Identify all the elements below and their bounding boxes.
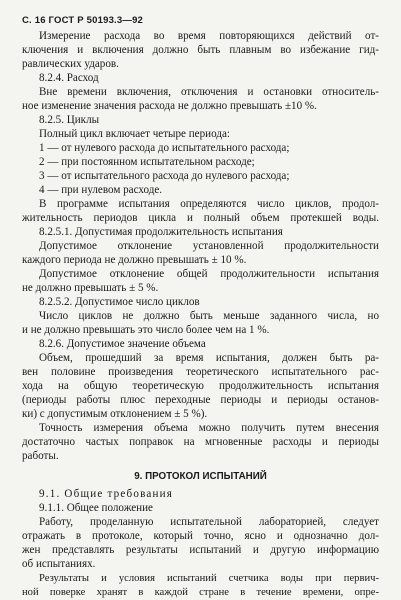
section-number: 8.2.6. Допустимое значение объема bbox=[39, 338, 206, 350]
text-line: Допустимое отклонение общей продолжительности испытания bbox=[39, 268, 379, 280]
text-line: хода на общую теоретическую продолжительность испытания bbox=[22, 380, 379, 392]
text-line: Вне времени включения, отключения и остановки относитель- bbox=[39, 86, 379, 98]
text-line: достаточно частых поправок на мгновенные расходы и периоды bbox=[22, 436, 379, 448]
subsection-heading: 9.1.1. Общее положение bbox=[39, 502, 153, 514]
text-line: жительность периодов цикла и полный объем протекшей воды. bbox=[22, 212, 379, 224]
text-line: В программе испытания определяются число циклов, продол- bbox=[39, 198, 379, 210]
section-number: 8.2.5.2. Допустимое число циклов bbox=[39, 296, 200, 308]
list-item: 2 — при постоянном испытательном расходе; bbox=[39, 156, 255, 168]
text-line: Точность измерения объема можно получить путем внесения bbox=[39, 422, 379, 434]
section-heading: 9. ПРОТОКОЛ ИСПЫТАНИЙ bbox=[134, 471, 267, 482]
section-number: 8.2.5.1. Допустимая продолжительность испытания bbox=[39, 226, 283, 238]
text-line: каждого периода не должно превышать ± 10 %. bbox=[22, 254, 247, 266]
list-item: 1 — от нулевого расхода до испытательного расхода; bbox=[39, 142, 290, 154]
list-item: 4 — при нулевом расходе. bbox=[39, 184, 163, 196]
text-line: равлических ударов. bbox=[22, 58, 119, 70]
text-line: жен представлять результаты испытаний и другую информацию bbox=[22, 544, 379, 556]
section-number: 8.2.4. Расход bbox=[39, 72, 99, 84]
text-line: Измерение расхода во время повторяющихся действий от- bbox=[39, 30, 379, 42]
text-line: работы. bbox=[22, 450, 59, 462]
text-line: Полный цикл включает четыре периода: bbox=[39, 128, 230, 140]
text-line: вен половине произведения теоретического испытательного рас- bbox=[22, 366, 379, 378]
text-line: Число циклов не должно быть меньше заданного числа, но bbox=[39, 310, 379, 322]
text-line: Допустимое отклонение установленной продолжительности bbox=[39, 240, 379, 252]
text-line: об испытаниях. bbox=[22, 558, 96, 570]
list-item: 3 — от испытательного расхода до нулевого расхода; bbox=[39, 170, 290, 182]
text-line: ной поверке хранят в каждой стране в течение времени, опре- bbox=[22, 587, 379, 598]
text-line: ки) с допустимым отклонением ± 5 %). bbox=[22, 408, 208, 420]
text-line: отражать в протоколе, который точно, ясно и однозначно дол- bbox=[22, 530, 379, 542]
subsection-heading: 9.1. Общие требования bbox=[39, 488, 174, 500]
text-line: Работу, проделанную испытательной лабораторией, следует bbox=[39, 516, 379, 528]
text-line: Результаты и условия испытаний счетчика воды при первич- bbox=[39, 573, 379, 584]
text-line: Объем, прошедший за время испытания, должен быть ра- bbox=[39, 352, 379, 364]
text-line: не должно превышать ± 5 %. bbox=[22, 282, 159, 294]
text-line: и не должно превышать это число более чем на 1 %. bbox=[22, 324, 270, 336]
section-number: 8.2.5. Циклы bbox=[39, 114, 100, 126]
text-line: ное изменение значения расхода не должно превышать ±10 %. bbox=[22, 100, 317, 112]
text-line: (периоды работы плюс переходные периоды и периоды останов- bbox=[22, 394, 379, 406]
text-line: ключения и включения должно быть плавным во избежание гид- bbox=[22, 44, 379, 56]
page-header: С. 16 ГОСТ Р 50193.3—92 bbox=[22, 15, 144, 26]
